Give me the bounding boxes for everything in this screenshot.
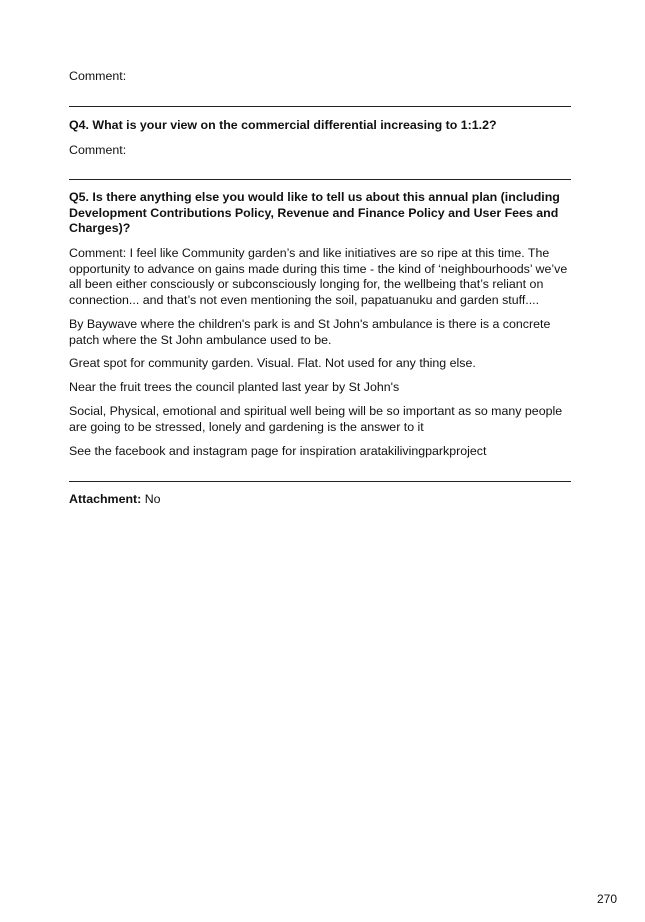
q4-question: Q4. What is your view on the commercial differential increasing to 1:1.2? [69,118,497,132]
attachment-line [69,492,571,508]
q3-comment-label: Comment: [69,69,127,83]
section-divider [69,481,571,482]
attachment-value: No [141,492,161,506]
q5-comment-paragraph: See the facebook and instagram page for inspiration aratakilivingparkproject [69,444,487,458]
q4-comment-label: Comment: [69,143,127,157]
q5-comment-paragraph: By Baywave where the children's park is and St John's ambulance is there is a concrete patch where the St John ambulance used to be. [69,317,551,347]
section-divider [69,106,571,107]
q5-comment-paragraph: Social, Physical, emotional and spiritual well being will be so important as so many people are going to be stressed, lonely and gardening is the answer to it [69,404,563,434]
q5-comment-paragraph: Comment: I feel like Community garden’s and like initiatives are so ripe at this time. The opportunity to advance on gains made during this time - the kind of ‘neighbourhoods’ we’ve all been either consciously or subconsciously longing for, the wellbeing that’s reliant on connection... and that’s not even mentioning the soil, papatuanuku and garden stuff.... [69,246,568,307]
q5-comment-paragraph: Great spot for community garden. Visual. Flat. Not used for any thing else. [69,356,476,370]
q5-comment-paragraph: Near the fruit trees the council planted last year by St John's [69,380,400,394]
section-divider [69,179,571,180]
page-number: 270 [596,892,617,906]
attachment-label: Attachment: [69,492,142,506]
q5-question: Q5. Is there anything else you would like to tell us about this annual plan (including Development Contributions Policy, Revenue and Finance Policy and User Fees and Charges)? [69,190,560,235]
